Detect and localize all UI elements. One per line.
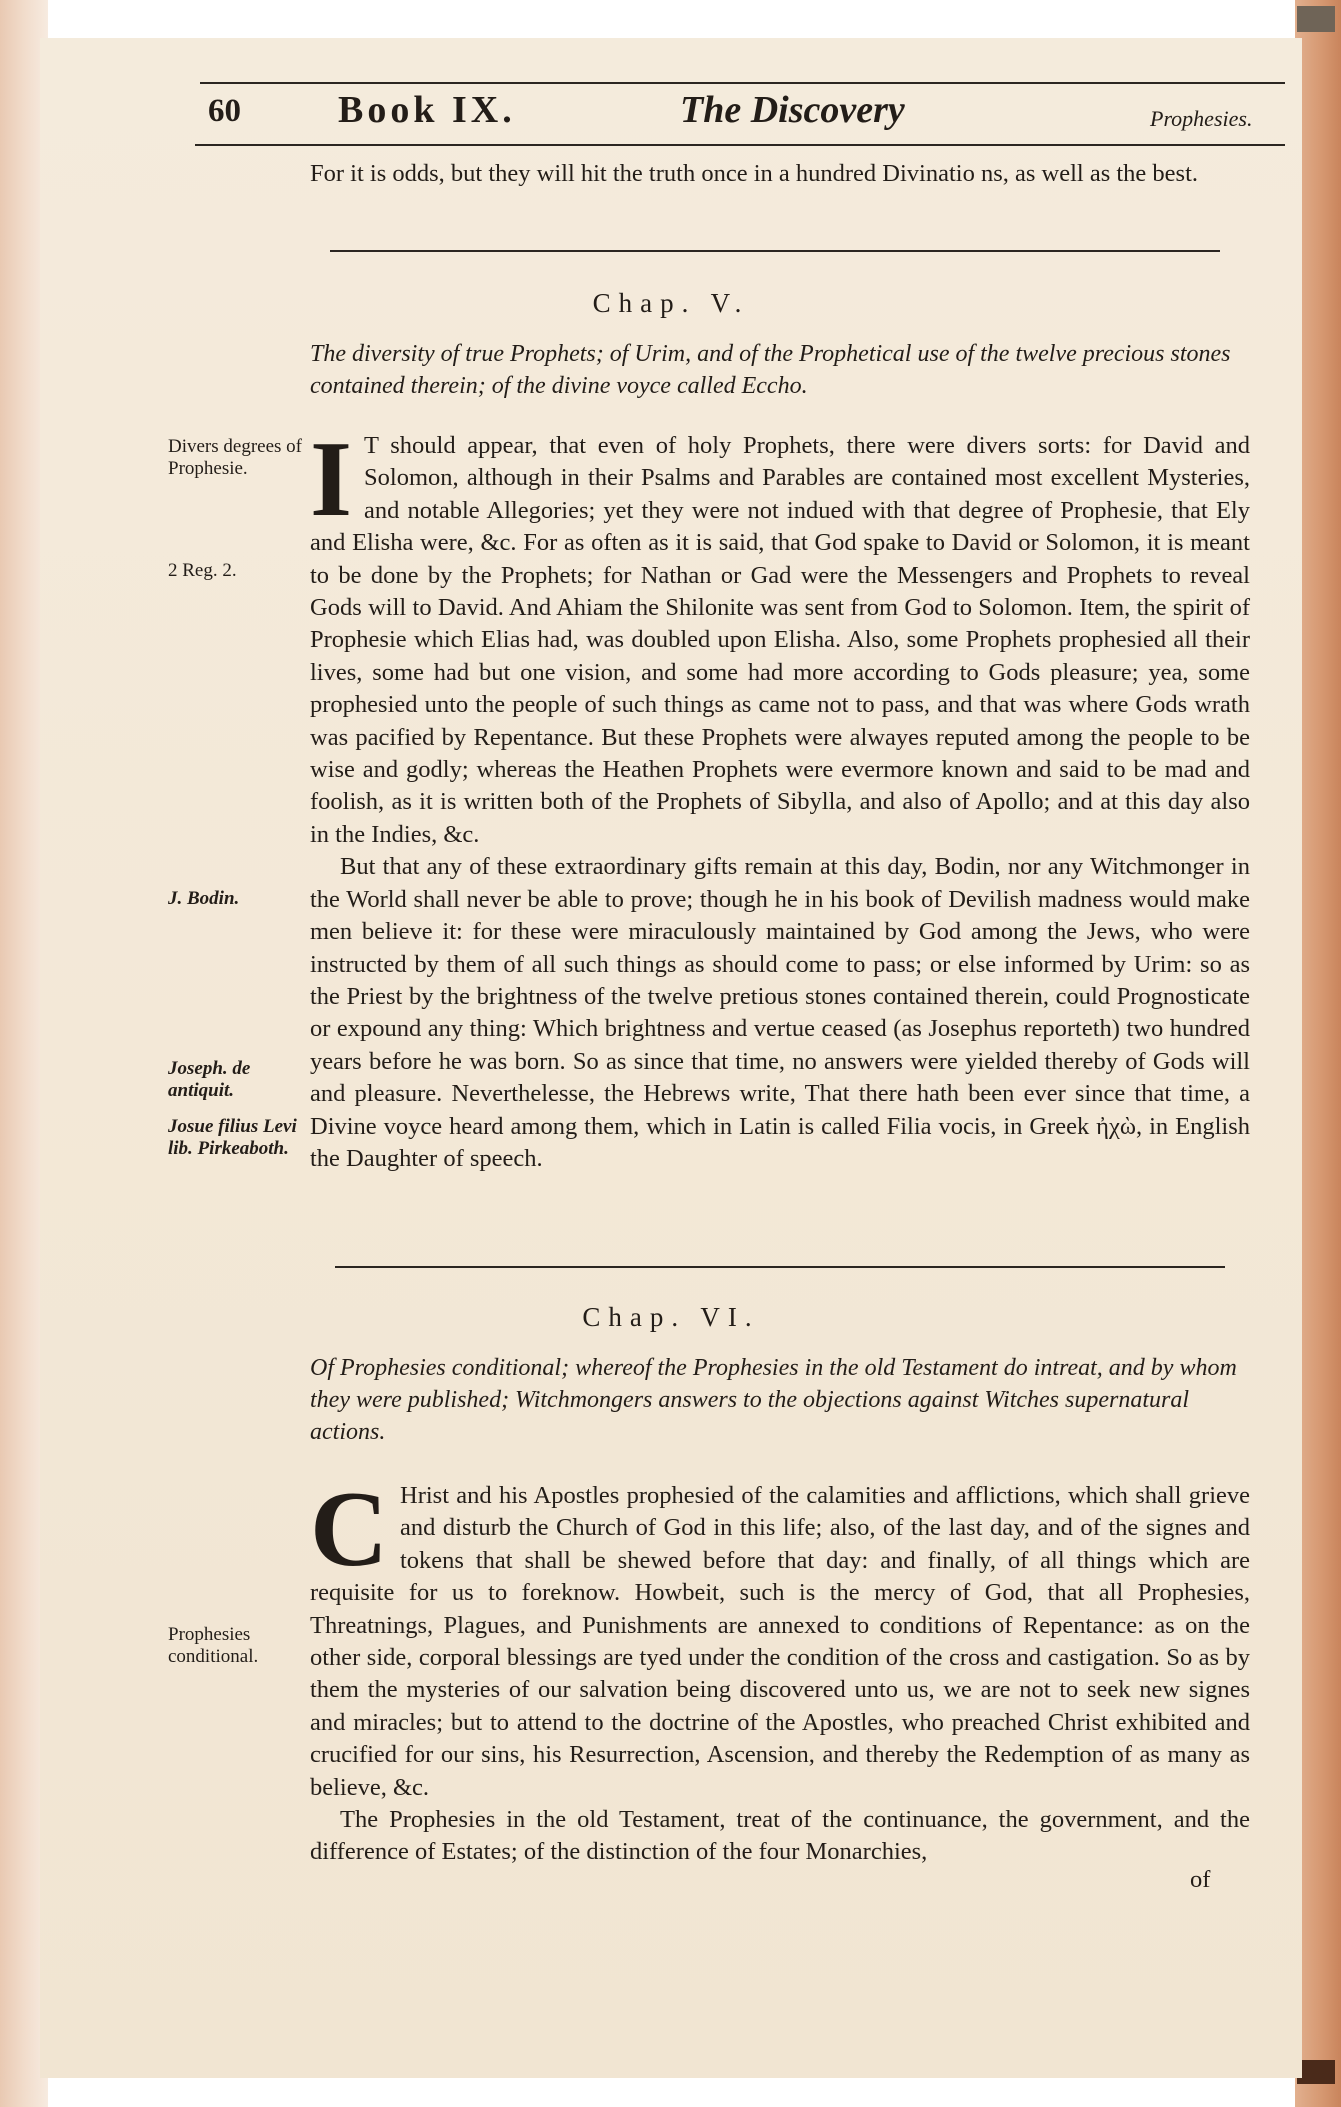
margin-note-josue: Josue filius Levi lib. Pirkeaboth.: [168, 1116, 297, 1159]
bottom-tab: [1297, 2060, 1335, 2084]
margin-note-conditional: Prophesies conditional.: [168, 1624, 259, 1667]
chapter5-argument: The diversity of true Prophets; of Urim, and of the Prophetical use of the twelve precious stones contained therein; of the divine voyce called Eccho.: [310, 341, 1231, 399]
subject-label: Prophesies.: [1150, 106, 1253, 131]
intro-text: For it is odds, but they will hit the truth once in a hundred Divinatio ns, as well as the best.: [310, 160, 1199, 187]
corner-tab: [1297, 6, 1335, 32]
chapter5-paragraph-2: But that any of these extraordinary gifts remain at this day, Bodin, nor any Witchmonger in the World shall never be able to prove; though he in his book of Devilish madness would make men believe it: for these were miraculously maintained by God among the Jews, who were instructed by them of all such things as should come to pass; or else informed by Urim: so as the Priest by the brightness of the twelve pretious stones contained therein, could Prognosticate or expound any thing: Which brightness and vertue ceased (as Josephus reporteth) two hundred years before he was born. So as since that time, no answers were yielded thereby of Gods will and pleasure. Neverthelesse, the Hebrews write, That there hath been ever since that time, a Divine voyce heard among them, which in Latin is called Filia vocis, in Greek ἠχὼ, in English the Daughter of speech.: [310, 853, 1250, 1172]
chapter6-heading: Chap. VI.: [582, 1302, 760, 1332]
chapter6-body: [310, 1470, 1250, 1869]
page-title: The Discovery: [680, 89, 905, 131]
margin-note-joseph: Joseph. de antiquit.: [168, 1058, 251, 1101]
book-label: Book IX.: [338, 89, 516, 131]
chapter5-body: [310, 420, 1250, 1175]
chapter6-argument: Of Prophesies conditional; whereof the Prophesies in the old Testament do intreat, and by whom they were published; Witchmongers answers to the objections against Witches supernatural actions.: [310, 1355, 1237, 1445]
margin-note-divers: Divers degrees of Prophesie.: [168, 436, 303, 479]
chapter5-drop-cap: I: [310, 420, 353, 539]
catchword: of: [1190, 1866, 1211, 1893]
chapter5-heading: Chap. V.: [592, 288, 750, 318]
chapter5-rule: [330, 250, 1220, 252]
chapter6-drop-cap: C: [310, 1470, 388, 1589]
header-bottom-rule: [195, 144, 1285, 146]
header-top-rule: [200, 82, 1285, 84]
chapter6-paragraph-2: The Prophesies in the old Testament, treat of the continuance, the government, and the difference of Estates; of the distinction of the four Monarchies,: [310, 1806, 1250, 1866]
chapter6-rule: [335, 1266, 1225, 1268]
chapter5-paragraph-1: T should appear, that even of holy Prophets, there were divers sorts: for David and Solomon, although in their Psalms and Parables are contained most excellent Mysteries, and notable Allegories; yet they were not indued with that degree of Prophesie, that Ely and Elisha were, &c. For as often as it is said, that God spake to David or Solomon, it is meant to be done by the Prophets; for Nathan or Gad were the Messengers and Prophets to reveal Gods will to David. And Ahiam the Shilonite was sent from God to Solomon. Item, the spirit of Prophesie which Elias had, was doubled upon Elisha. Also, some Prophets prophesied all their lives, some had but one vision, and some had more according to Gods pleasure; yea, some prophesied unto the people of such things as came not to pass, and that was where Gods wrath was pacified by Repentance. But these Prophets were alwayes reputed among the people to be wise and godly; whereas the Heathen Prophets were evermore known and said to be mad and foolish, as it is written both of the Prophets of Sibylla, and also of Apollo; and at this day also in the Indies, &c.: [310, 432, 1250, 848]
book-page: [40, 38, 1302, 2078]
margin-note-bodin: J. Bodin.: [168, 888, 240, 909]
page-number: 60: [208, 93, 241, 129]
chapter6-paragraph-1: Hrist and his Apostles prophesied of the calamities and afflictions, which shall grieve and disturb the Church of God in this life; also, of the last day, and of the signes and tokens that shall be shewed before that day: and finally, of all things which are requisite for us to foreknow. Howbeit, such is the mercy of God, that all Prophesies, Threatnings, Plagues, and Punishments are annexed to conditions of Repentance: as on the other side, corporal blessings are tyed under the condition of the cross and castigation. So as by them the mysteries of our salvation being discovered unto us, we are not to seek new signes and miracles; but to attend to the doctrine of the Apostles, who preached Christ exhibited and crucified for our sins, his Resurrection, Ascension, and thereby the Redemption of as many as believe, &c.: [310, 1482, 1250, 1801]
margin-note-reg: 2 Reg. 2.: [168, 560, 237, 581]
